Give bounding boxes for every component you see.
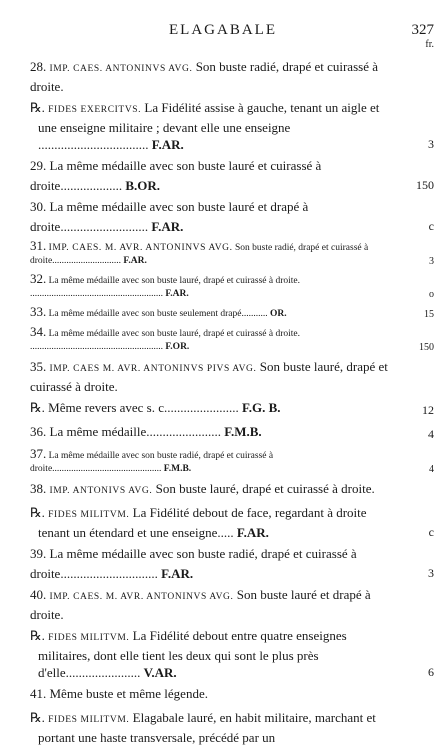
page-number: 327	[411, 22, 434, 38]
entry-description: Même revers avec s. c.......................	[48, 400, 239, 415]
entry-number: 38.	[30, 481, 47, 496]
entry-value: 3	[429, 256, 434, 267]
metal-grade: F.G. B.	[242, 400, 281, 415]
entry-number: ℞.	[30, 400, 45, 415]
metal-grade: F.AR.	[123, 256, 147, 266]
catalogue-entry	[30, 325, 434, 354]
entry-description: La Fidélité debout entre quatre enseignes militaires, dont elle tient les deux qui sont le plus près d'elle.......................	[38, 628, 347, 680]
catalogue-entry	[30, 198, 434, 235]
entry-description: La même médaille avec son buste lauré et drapé à droite...........................	[30, 199, 309, 234]
entry-number: 30.	[30, 199, 47, 214]
metal-grade: F.AR.	[161, 566, 194, 581]
metal-grade: F.AR.	[151, 137, 184, 152]
metal-grade: B.OR.	[125, 178, 160, 193]
metal-grade: F.AR.	[151, 219, 184, 234]
catalogue-entries	[30, 58, 434, 750]
entry-number: ℞.	[30, 505, 45, 520]
entry-value: 4	[428, 427, 434, 441]
coin-legend: FIDES MILITVM.	[48, 510, 130, 520]
entry-number: ℞.	[30, 100, 45, 115]
entry-number: ℞.	[30, 628, 45, 643]
entry-number: 35.	[30, 359, 47, 374]
catalogue-entry	[30, 545, 434, 582]
catalogue-entry	[30, 586, 434, 623]
catalogue-entry	[30, 305, 434, 321]
entry-description: Son buste lauré, drapé et cuirassé à droite.	[30, 359, 388, 394]
entry-number: 37.	[30, 446, 47, 461]
catalogue-entry	[30, 99, 434, 153]
entry-description: La même médaille avec son buste seulement drapé...........	[48, 309, 268, 319]
value-unit-label: fr.	[425, 39, 434, 50]
entry-description: Son buste lauré, drapé et cuirassé à droite.	[152, 481, 375, 496]
entry-number: ℞.	[30, 710, 45, 725]
coin-legend: IMP. CAES. M. AVR. ANTONINVS AVG.	[48, 243, 233, 253]
entry-description: La même médaille.......................	[49, 424, 221, 439]
catalogue-entry	[30, 358, 434, 395]
entry-description: Elagabale lauré, en habit militaire, marchant et portant une haste transversale, précédé par un	[38, 710, 376, 745]
entry-description: La même médaille avec son buste radié, drapé et cuirassé à droite..............................................	[30, 451, 274, 474]
catalogue-entry	[30, 157, 434, 194]
page-header	[0, 22, 446, 52]
entry-value: 12	[422, 403, 434, 417]
catalogue-entry	[30, 685, 434, 705]
catalogue-entry	[30, 627, 434, 681]
entry-description: Son buste radié, drapé et cuirassé à droite.............................	[30, 243, 369, 266]
metal-grade: F.AR.	[236, 525, 269, 540]
entry-number: 39.	[30, 546, 47, 561]
metal-grade: OR.	[269, 309, 287, 319]
entry-description: La même médaille avec son buste lauré, drapé et cuirassé à droite. ........................................................	[30, 329, 300, 352]
entry-number: 28.	[30, 59, 47, 74]
entry-value: 3	[428, 137, 434, 151]
coin-legend: FIDES EXERCITVS.	[48, 105, 142, 115]
entry-value: c	[428, 219, 434, 233]
entry-value: 3	[428, 566, 434, 580]
coin-legend: FIDES MILITVM.	[48, 633, 130, 643]
entry-value: 150	[419, 342, 434, 353]
catalogue-entry	[30, 504, 434, 541]
entry-number: 41.	[30, 686, 47, 701]
catalogue-entry	[30, 709, 434, 746]
metal-grade: F.M.B.	[224, 424, 262, 439]
entry-number: 33.	[30, 304, 47, 319]
entry-description: Même buste et même légende.	[49, 686, 208, 701]
entry-description: La même médaille avec son buste radié, drapé et cuirassé à droite..............................	[30, 546, 357, 581]
catalogue-entry	[30, 272, 434, 301]
catalogue-entry	[30, 399, 434, 419]
entry-description: La Fidélité debout de face, regardant à droite tenant un étendard et une enseigne.....	[38, 505, 367, 540]
catalogue-entry	[30, 58, 434, 95]
entry-number: 29.	[30, 158, 47, 173]
entry-number: 31.	[30, 238, 47, 253]
entry-description: Son buste radié, drapé et cuirassé à droite.	[30, 59, 378, 94]
catalogue-entry	[30, 480, 434, 500]
entry-description: Son buste lauré et drapé à droite.	[30, 587, 371, 622]
entry-value: 6	[428, 665, 434, 679]
coin-legend: IMP. CAES. M. AVR. ANTONINVS AVG.	[49, 592, 234, 602]
running-title: ELAGABALE	[169, 22, 277, 38]
catalogue-entry	[30, 239, 434, 268]
coin-legend: FIDES MILITVM.	[48, 715, 130, 725]
entry-number: 36.	[30, 424, 47, 439]
entry-value: 150	[416, 178, 434, 192]
entry-number: 40.	[30, 587, 47, 602]
metal-grade: F.M.B.	[163, 464, 192, 474]
entry-description: La Fidélité assise à gauche, tenant un aigle et une enseigne militaire ; devant elle une enseigne ..................................	[38, 100, 380, 152]
entry-value: 4	[429, 464, 434, 475]
metal-grade: V.AR.	[143, 665, 177, 680]
coin-legend: IMP. CAES. ANTONINVS AVG.	[49, 64, 193, 74]
coin-legend: IMP. ANTONIVS AVG.	[49, 486, 153, 496]
metal-grade: F.AR.	[165, 289, 189, 299]
catalogue-entry	[30, 423, 434, 443]
entry-number: 32.	[30, 271, 47, 286]
entry-value: c	[428, 525, 434, 539]
coin-legend: IMP. CAES M. AVR. ANTONINVS PIVS AVG.	[49, 364, 257, 374]
entry-value: 15	[424, 309, 434, 320]
entry-value: o	[429, 289, 434, 300]
entry-description: La même médaille avec son buste lauré, drapé et cuirassé à droite. ........................................................	[30, 276, 300, 299]
metal-grade: F.OR.	[165, 342, 190, 352]
entry-description: La même médaille avec son buste lauré et cuirassé à droite...................	[30, 158, 322, 193]
catalogue-entry	[30, 447, 434, 476]
entry-number: 34.	[30, 324, 47, 339]
